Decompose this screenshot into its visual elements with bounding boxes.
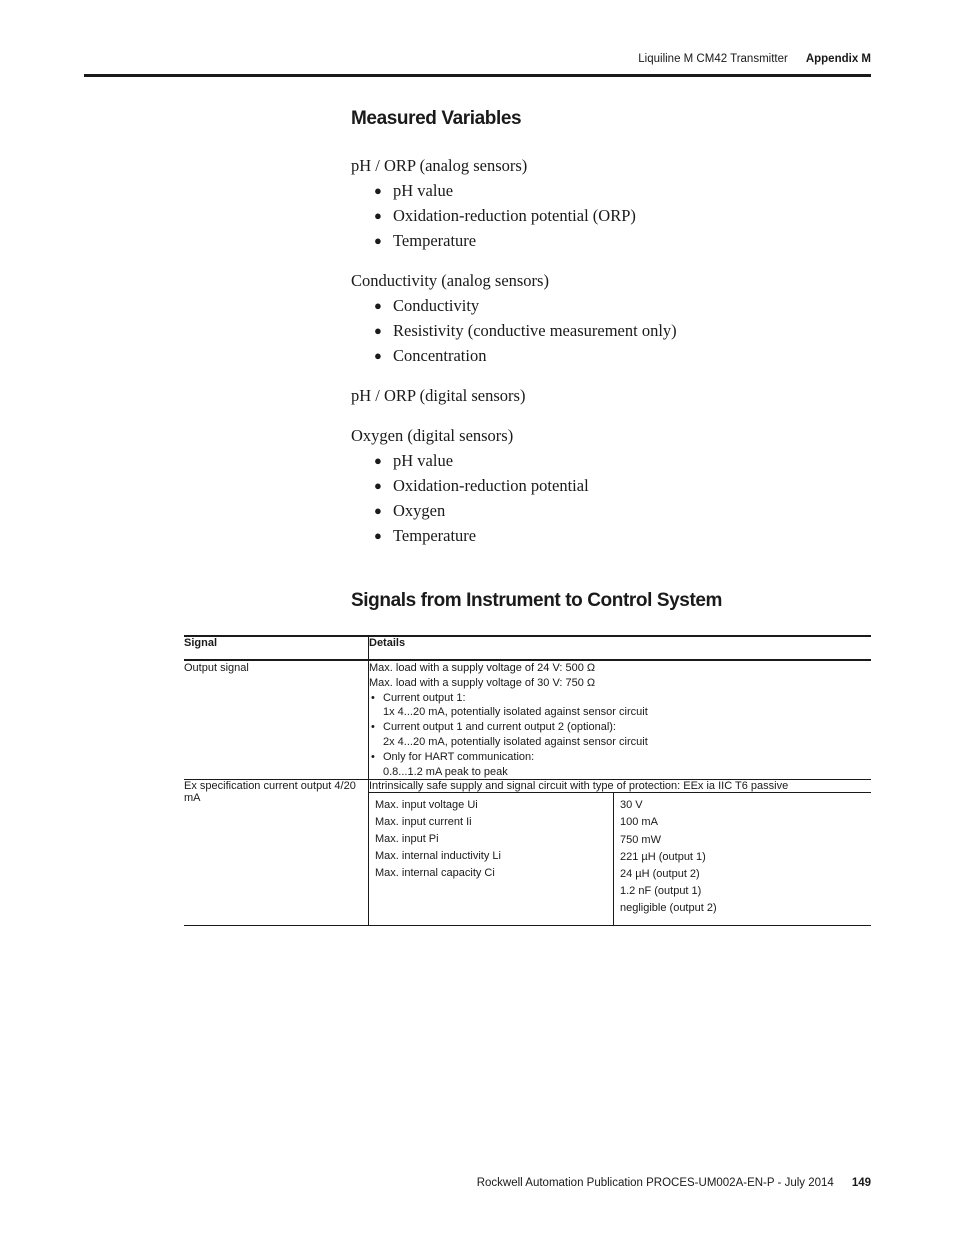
bullet-icon: ●	[374, 298, 382, 313]
page-number: 149	[851, 1177, 871, 1189]
parameter-value: 221 µH (output 1)	[620, 850, 706, 863]
bullet-icon: ●	[374, 478, 382, 493]
measured-variables-body	[351, 153, 871, 548]
list-item: ● Conductivity	[351, 293, 871, 318]
list-item: ● Oxidation-reduction potential (ORP)	[351, 203, 871, 228]
group-conductivity-analog	[351, 268, 871, 368]
bullet-icon: ●	[374, 208, 382, 223]
parameter-label: Max. input current Ii	[375, 816, 472, 829]
footer-publication: Rockwell Automation Publication PROCES-UM002A-EN-P - July 2014	[476, 1177, 834, 1189]
list-item: ● Oxygen	[351, 498, 871, 523]
list-item: ● Resistivity (conductive measurement only)	[351, 318, 871, 343]
signal-cell: Ex specification current output 4/20 mA	[184, 780, 369, 926]
parameter-value: 30 V	[620, 799, 643, 812]
list-item: ● Temperature	[351, 523, 871, 548]
parameter-value: 750 mW	[620, 833, 661, 846]
table-row	[184, 660, 871, 780]
load-30v-text: Max. load with a supply voltage of 30 V: 750 Ω	[369, 676, 596, 689]
ex-values-cell	[614, 793, 872, 926]
group-heading: Conductivity (analog sensors)	[351, 271, 549, 290]
group-heading: Oxygen (digital sensors)	[351, 426, 514, 445]
parameter-label: Max. internal inductivity Li	[375, 850, 501, 863]
load-24v-text: Max. load with a supply voltage of 24 V: 500 Ω	[369, 662, 596, 674]
parameter-label: Max. input voltage Ui	[375, 799, 478, 812]
list-item: • Current output 1 and current output 2 (optional): 2x 4...20 mA, potentially isolated against sensor circuit	[371, 721, 648, 748]
bullet-icon: ●	[374, 183, 382, 198]
header-appendix: Appendix M	[805, 53, 871, 65]
group-heading: pH / ORP (analog sensors)	[351, 156, 528, 175]
bullet-icon: ●	[374, 503, 382, 518]
header-rule	[84, 74, 871, 77]
parameter-label: Max. internal capacity Ci	[375, 867, 495, 880]
signal-cell: Output signal	[184, 660, 369, 780]
parameter-value: negligible (output 2)	[620, 901, 717, 914]
table-header-row	[184, 636, 871, 660]
bullet-icon: •	[371, 750, 375, 763]
column-header-details: Details	[369, 636, 872, 660]
header-title: Liquiline M CM42 Transmitter	[638, 53, 788, 65]
table-row	[184, 780, 871, 793]
page-footer	[84, 1177, 871, 1189]
parameter-label: Max. input Pi	[375, 833, 439, 846]
parameter-value: 1.2 nF (output 1)	[620, 884, 702, 897]
ex-parameters-cell	[369, 793, 614, 926]
details-cell: Intrinsically safe supply and signal circuit with type of protection: EEx ia IIC T6 passive	[369, 780, 872, 793]
list-item: ● Concentration	[351, 343, 871, 368]
bullet-icon: ●	[374, 323, 382, 338]
signals-table	[184, 635, 871, 926]
section-title-signals: Signals from Instrument to Control System	[351, 590, 723, 611]
group-oxygen-digital	[351, 423, 871, 548]
parameter-value: 100 mA	[620, 816, 658, 829]
list-item: ● Oxidation-reduction potential	[351, 473, 871, 498]
page-header	[84, 53, 871, 65]
section-title-measured-variables: Measured Variables	[351, 108, 522, 129]
group-heading: pH / ORP (digital sensors)	[351, 386, 526, 405]
column-header-signal: Signal	[184, 636, 369, 660]
bullet-icon: •	[371, 691, 375, 704]
list-item: • Only for HART communication: 0.8...1.2 mA peak to peak	[371, 750, 535, 778]
list-item: ● Temperature	[351, 228, 871, 253]
group-ph-orp-analog	[351, 153, 871, 253]
bullet-icon: ●	[374, 348, 382, 363]
bullet-icon: ●	[374, 528, 382, 543]
list-item: ● pH value	[351, 448, 871, 473]
list-item: ● pH value	[351, 178, 871, 203]
group-ph-orp-digital	[351, 383, 871, 408]
bullet-icon: ●	[374, 233, 382, 248]
list-item: • Current output 1: 1x 4...20 mA, potentially isolated against sensor circuit	[371, 691, 648, 719]
bullet-icon: •	[371, 721, 375, 734]
bullet-icon: ●	[374, 453, 382, 468]
parameter-value: 24 µH (output 2)	[620, 867, 700, 880]
details-cell	[369, 660, 872, 780]
